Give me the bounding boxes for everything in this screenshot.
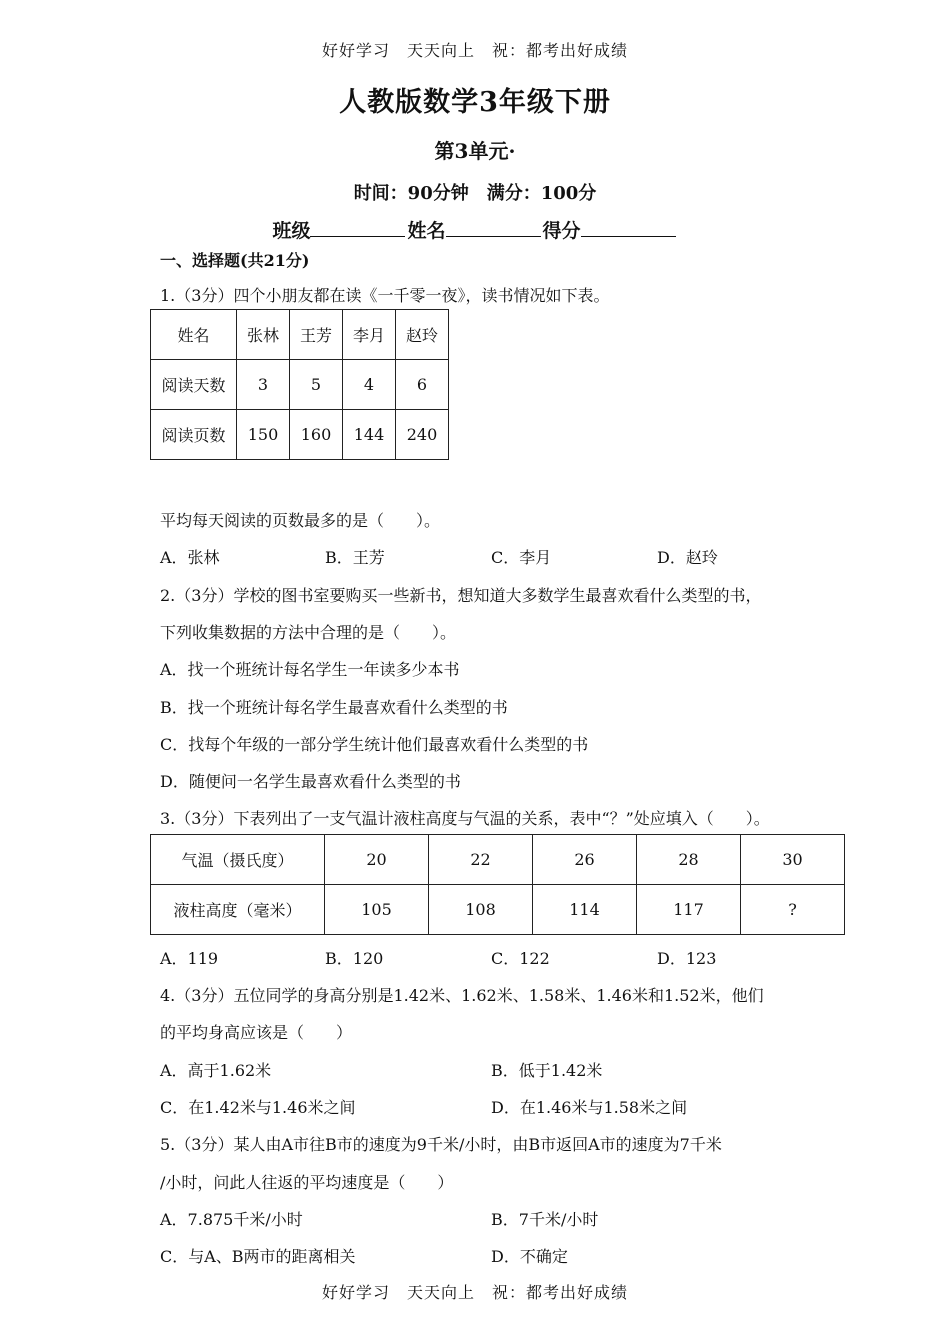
- q4-option-a[interactable]: A．高于1.62米: [160, 1061, 272, 1080]
- table-cell: 20: [325, 835, 429, 885]
- table-row: [151, 835, 845, 885]
- table-cell: 阅读页数: [151, 410, 237, 460]
- q5-option-c[interactable]: C．与A、B两市的距离相关: [160, 1247, 356, 1266]
- table-cell: 28: [637, 835, 741, 885]
- table-cell: 108: [429, 885, 533, 935]
- class-blank[interactable]: [310, 218, 405, 237]
- section-heading: 一、选择题(共21分): [160, 251, 310, 270]
- q4-option-d[interactable]: D．在1.46米与1.58米之间: [491, 1098, 688, 1117]
- table-cell: 4: [343, 360, 396, 410]
- table-cell: 李月: [343, 310, 396, 360]
- table-cell: 160: [290, 410, 343, 460]
- name-blank[interactable]: [446, 218, 541, 237]
- q3-option-a[interactable]: A．119: [160, 949, 219, 968]
- q3-table: [150, 834, 845, 935]
- page-header: 好好学习 天天向上 祝：都考出好成绩: [321, 41, 628, 60]
- q2-option-c[interactable]: C．找每个年级的一部分学生统计他们最喜欢看什么类型的书: [160, 735, 589, 754]
- student-info-line: [0, 216, 950, 243]
- table-cell: 30: [741, 835, 845, 885]
- exam-meta: 时间：90分钟 满分：100分: [353, 183, 597, 204]
- q2-option-a[interactable]: A．找一个班统计每名学生一年读多少本书: [160, 660, 460, 679]
- table-cell: ?: [741, 885, 845, 935]
- table-cell: 张林: [237, 310, 290, 360]
- table-cell: 150: [237, 410, 290, 460]
- q1-option-a[interactable]: A．张林: [160, 548, 220, 567]
- page-title: 人教版数学3年级下册: [339, 87, 611, 118]
- q5-option-b[interactable]: B．7千米/小时: [491, 1210, 599, 1229]
- q1-option-b[interactable]: B．王芳: [325, 548, 385, 567]
- table-cell: 240: [396, 410, 449, 460]
- table-cell: 105: [325, 885, 429, 935]
- q5-stem-line1: 5.（3分）某人由A市往B市的速度为9千米/小时，由B市返回A市的速度为7千米: [160, 1135, 722, 1154]
- q5-option-d[interactable]: D．不确定: [491, 1247, 568, 1266]
- q4-stem-line1: 4.（3分）五位同学的身高分别是1.42米、1.62米、1.58米、1.46米和1.52米，他们: [160, 986, 764, 1005]
- q2-option-b[interactable]: B．找一个班统计每名学生最喜欢看什么类型的书: [160, 698, 508, 717]
- q1-option-d[interactable]: D．赵玲: [657, 548, 718, 567]
- table-cell: 3: [237, 360, 290, 410]
- table-cell: 26: [533, 835, 637, 885]
- q1-table: [150, 309, 449, 460]
- table-cell: 王芳: [290, 310, 343, 360]
- q2-stem-line1: 2.（3分）学校的图书室要购买一些新书，想知道大多数学生最喜欢看什么类型的书，: [160, 586, 762, 605]
- q4-stem-line2: 的平均身高应该是（ ）: [160, 1023, 353, 1042]
- name-label: 姓名: [407, 220, 446, 242]
- q5-stem-line2: /小时，问此人往返的平均速度是（ ）: [160, 1173, 454, 1192]
- page-footer: 好好学习 天天向上 祝：都考出好成绩: [321, 1283, 628, 1302]
- q2-option-d[interactable]: D．随便问一名学生最喜欢看什么类型的书: [160, 772, 461, 791]
- q3-option-b[interactable]: B．120: [325, 949, 384, 968]
- q4-option-b[interactable]: B．低于1.42米: [491, 1061, 603, 1080]
- table-row: [151, 410, 449, 460]
- q4-option-c[interactable]: C．在1.42米与1.46米之间: [160, 1098, 356, 1117]
- table-row: [151, 360, 449, 410]
- q5-option-a[interactable]: A．7.875千米/小时: [160, 1210, 303, 1229]
- table-cell: 阅读天数: [151, 360, 237, 410]
- score-label: 得分: [542, 220, 581, 242]
- q3-option-c[interactable]: C．122: [491, 949, 550, 968]
- table-cell: 117: [637, 885, 741, 935]
- q1-stem: 1.（3分）四个小朋友都在读《一千零一夜》，读书情况如下表。: [160, 286, 610, 305]
- q3-stem: 3.（3分）下表列出了一支气温计液柱高度与气温的关系，表中“？”处应填入（ ）。: [160, 809, 770, 828]
- unit-subtitle: 第3单元·: [434, 139, 516, 163]
- q3-option-d[interactable]: D．123: [657, 949, 717, 968]
- table-row: [151, 310, 449, 360]
- table-cell: 5: [290, 360, 343, 410]
- table-cell: 6: [396, 360, 449, 410]
- q1-question: 平均每天阅读的页数最多的是（ ）。: [160, 511, 441, 530]
- table-cell: 气温（摄氏度）: [151, 835, 325, 885]
- table-cell: 22: [429, 835, 533, 885]
- table-cell: 144: [343, 410, 396, 460]
- score-blank[interactable]: [581, 218, 676, 237]
- table-row: [151, 885, 845, 935]
- table-cell: 姓名: [151, 310, 237, 360]
- q1-option-c[interactable]: C．李月: [491, 548, 552, 567]
- class-label: 班级: [272, 220, 311, 242]
- table-cell: 赵玲: [396, 310, 449, 360]
- table-cell: 液柱高度（毫米）: [151, 885, 325, 935]
- q2-stem-line2: 下列收集数据的方法中合理的是（ ）。: [160, 623, 457, 642]
- table-cell: 114: [533, 885, 637, 935]
